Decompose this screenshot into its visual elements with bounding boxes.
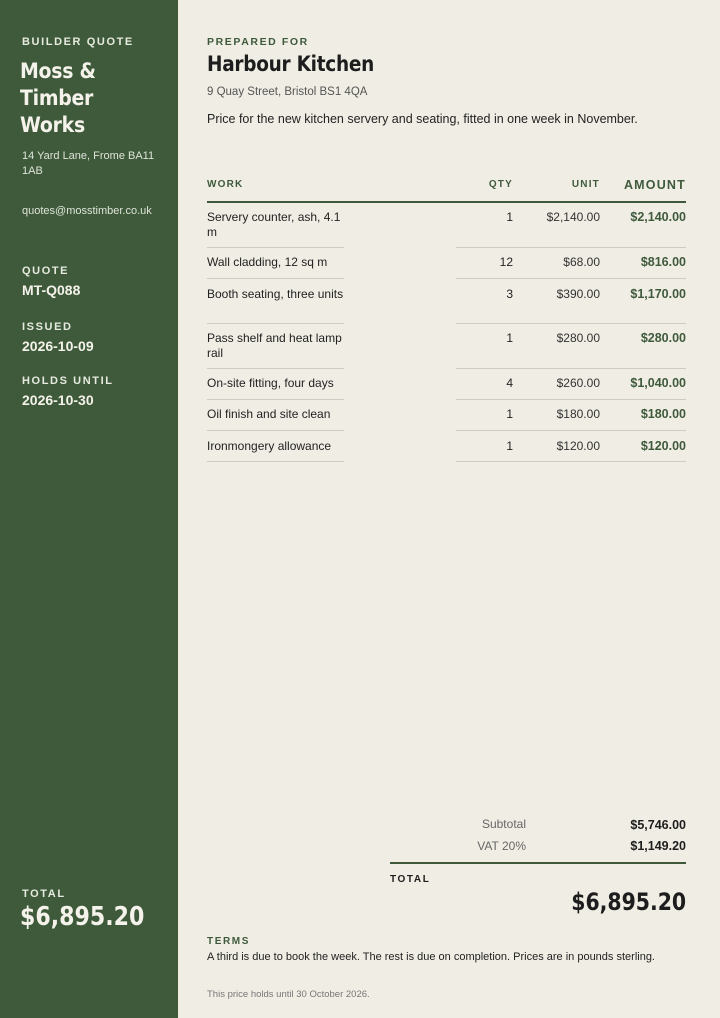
- row-divider: [456, 323, 686, 324]
- row-divider: [456, 278, 686, 279]
- table-header-rule: [207, 201, 686, 203]
- row-work: Ironmongery allowance: [207, 439, 332, 453]
- row-unit: $68.00: [563, 255, 600, 269]
- quote-number-label: QUOTE: [22, 265, 70, 277]
- row-qty: 1: [506, 407, 513, 421]
- row-amount: $1,040.00: [630, 376, 686, 390]
- row-unit: $180.00: [556, 407, 600, 421]
- total-rule: [390, 862, 686, 864]
- prepared-for-label: PREPARED FOR: [207, 36, 309, 48]
- row-work: On-site fitting, four days: [207, 376, 334, 390]
- row-work: Pass shelf and heat lamp rail: [207, 331, 342, 360]
- row-divider: [207, 323, 344, 324]
- client-address: 9 Quay Street, Bristol BS1 4QA: [207, 86, 368, 98]
- total-label: TOTAL: [390, 874, 431, 885]
- row-divider: [456, 461, 686, 462]
- holds-until-date: 2026-10-30: [22, 392, 94, 408]
- sidebar-total-label: TOTAL: [22, 888, 66, 900]
- terms-label: TERMS: [207, 936, 250, 947]
- row-divider: [207, 247, 344, 248]
- header-work: WORK: [207, 179, 244, 190]
- header-qty: QTY: [488, 179, 513, 190]
- sidebar-total-value: $6,895.20: [20, 902, 145, 932]
- row-amount: $280.00: [640, 331, 686, 345]
- row-unit: $2,140.00: [546, 210, 600, 224]
- row-qty: 3: [506, 287, 513, 301]
- row-amount: $816.00: [640, 255, 686, 269]
- row-qty: 1: [506, 210, 513, 224]
- row-divider: [456, 430, 686, 431]
- row-unit: $260.00: [556, 376, 600, 390]
- row-divider: [207, 278, 344, 279]
- row-qty: 1: [506, 439, 513, 453]
- quote-body: [207, 0, 686, 1018]
- company-address: 14 Yard Lane, Frome BA11 1AB: [22, 150, 155, 177]
- row-amount: $120.00: [640, 439, 686, 453]
- holds-until-label: HOLDS UNTIL: [22, 375, 114, 387]
- row-work: Wall cladding, 12 sq m: [207, 255, 328, 269]
- row-divider: [207, 430, 344, 431]
- row-amount: $2,140.00: [630, 210, 686, 224]
- subtotal-value: $5,746.00: [630, 818, 686, 832]
- row-amount: $1,170.00: [630, 287, 686, 301]
- row-divider: [207, 461, 344, 462]
- row-divider: [456, 399, 686, 400]
- quote-intro: Price for the new kitchen servery and seating, fitted in one week in November.: [207, 112, 638, 126]
- row-unit: $280.00: [556, 331, 600, 345]
- vat-value: $1,149.20: [630, 839, 686, 853]
- total-value: $6,895.20: [571, 888, 686, 916]
- doc-type-label: BUILDER QUOTE: [22, 36, 134, 48]
- terms-text: A third is due to book the week. The rest is due on completion. Prices are in pounds sterling.: [207, 951, 655, 963]
- validity-footnote: This price holds until 30 October 2026.: [207, 989, 370, 1000]
- row-amount: $180.00: [640, 407, 686, 421]
- header-amount: AMOUNT: [623, 178, 686, 192]
- row-qty: 12: [499, 255, 513, 269]
- subtotal-label: Subtotal: [481, 817, 526, 831]
- row-work: Oil finish and site clean: [207, 407, 331, 421]
- quote-number: MT-Q088: [22, 282, 81, 298]
- row-qty: 1: [506, 331, 513, 345]
- row-divider: [456, 368, 686, 369]
- issued-date: 2026-10-09: [22, 338, 94, 354]
- sidebar: [0, 0, 178, 1018]
- company-email: quotes@mosstimber.co.uk: [22, 205, 152, 217]
- row-work: Servery counter, ash, 4.1 m: [207, 210, 341, 239]
- vat-label: VAT 20%: [477, 839, 526, 853]
- row-unit: $120.00: [556, 439, 600, 453]
- row-unit: $390.00: [556, 287, 600, 301]
- header-unit: UNIT: [571, 179, 600, 190]
- company-name: Moss & Timber Works: [20, 59, 96, 137]
- row-qty: 4: [506, 376, 513, 390]
- client-name: Harbour Kitchen: [207, 52, 375, 76]
- row-divider: [456, 247, 686, 248]
- row-work: Booth seating, three units: [207, 287, 344, 301]
- row-divider: [207, 368, 344, 369]
- row-divider: [207, 399, 344, 400]
- issued-label: ISSUED: [22, 321, 73, 333]
